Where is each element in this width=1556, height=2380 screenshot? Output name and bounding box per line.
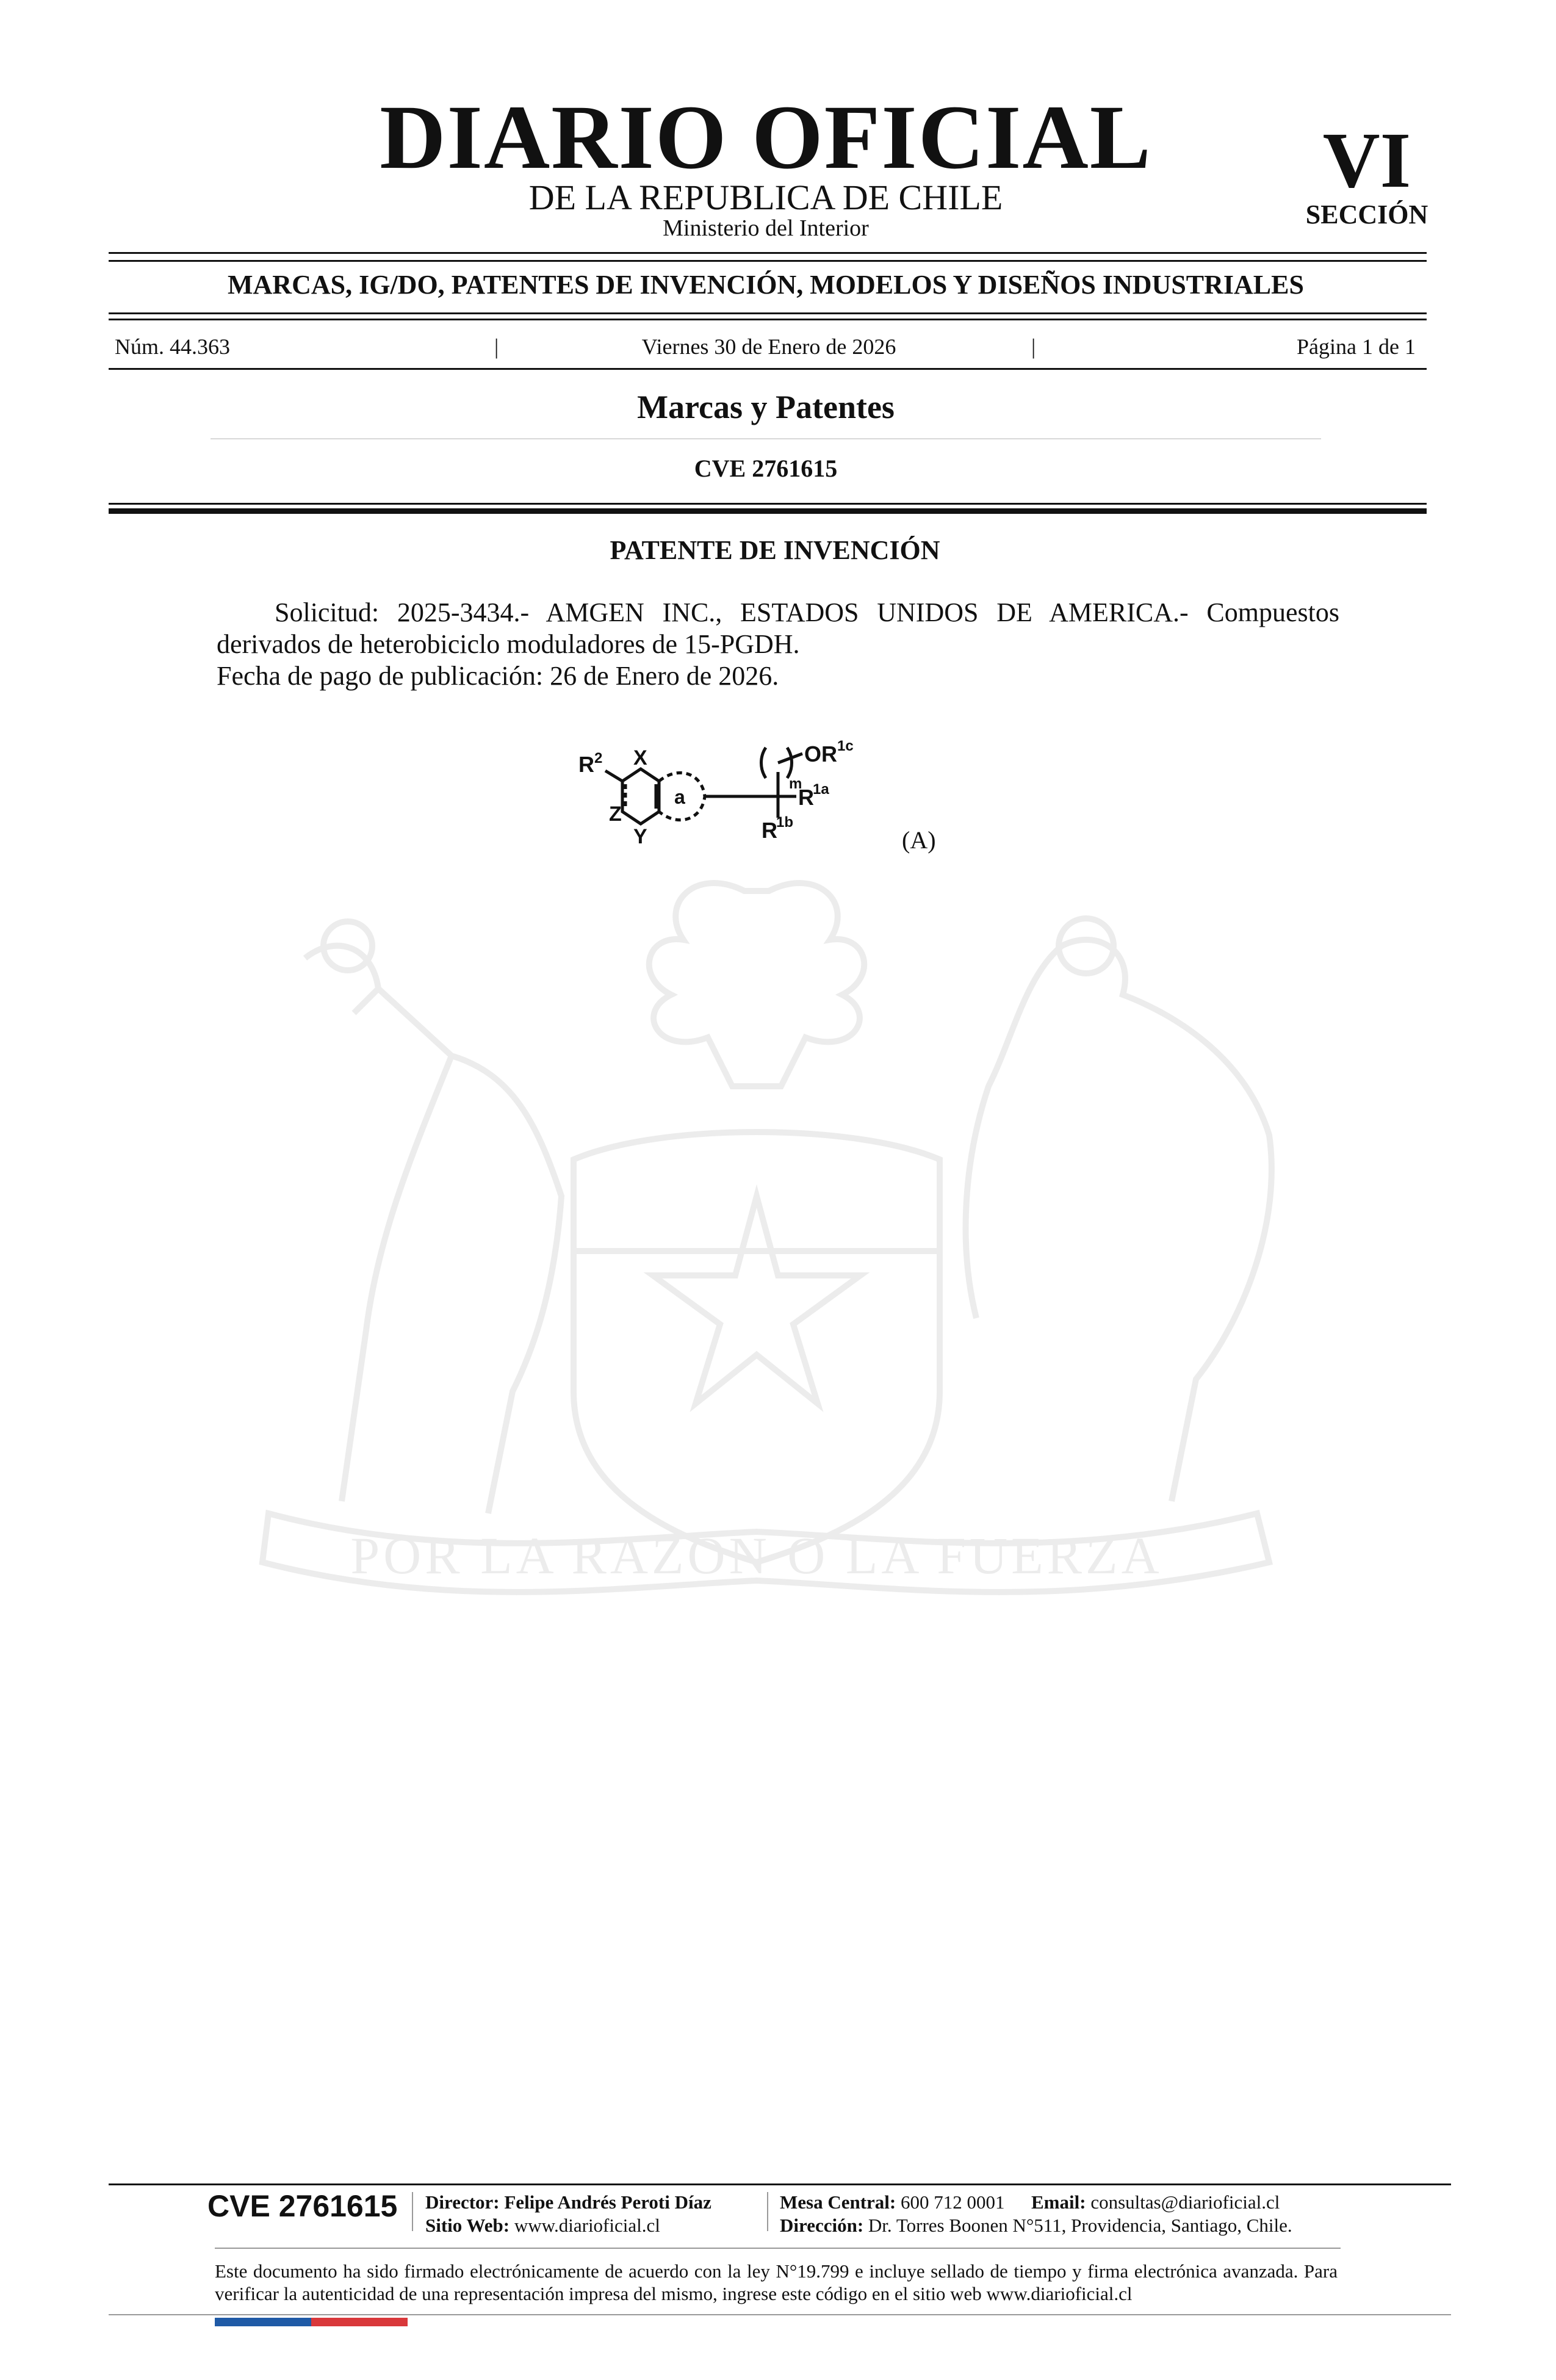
atom-r2-sup: 2	[594, 750, 603, 766]
coat-of-arms-watermark	[195, 854, 1355, 1697]
email-label: Email:	[1031, 2191, 1086, 2213]
footer-divider-left	[412, 2192, 413, 2231]
atom-y: Y	[633, 825, 647, 848]
masthead-title: DIARIO OFICIAL	[380, 87, 1152, 188]
footer-rule-top	[109, 2183, 1451, 2185]
footer-legal-notice: Este documento ha sido firmado electrónicamente de acuerdo con la ley N°19.799 e incluye sellado de tiempo y firma electrónica avanzada. Para verificar la autenticidad de una representación impresa del mismo, ingrese este código en el sitio web www.diarioficial.cl	[215, 2260, 1338, 2304]
formula-label: (A)	[902, 826, 936, 854]
director-name: Felipe Andrés Peroti Díaz	[504, 2191, 711, 2213]
cve-rule-thin	[109, 503, 1427, 505]
section-rule-bottom	[109, 319, 1427, 320]
masthead-rule-bottom	[109, 260, 1427, 262]
masthead-ministry: Ministerio del Interior	[663, 215, 869, 241]
atom-or: OR	[804, 741, 837, 766]
atom-r1b: R	[762, 818, 777, 843]
atom-x: X	[633, 746, 647, 770]
website-link[interactable]: www.diarioficial.cl	[514, 2215, 660, 2236]
atom-m: m	[789, 776, 802, 792]
footer-website	[425, 2214, 660, 2237]
atom-z: Z	[609, 802, 622, 826]
section-number: VI	[1322, 117, 1411, 204]
phone-value: 600 712 0001	[901, 2191, 1005, 2213]
flag-stripe-blue	[215, 2318, 311, 2326]
footer-cve: CVE 2761615	[207, 2189, 398, 2223]
atom-r2: R	[578, 752, 594, 777]
section-label: SECCIÓN	[1305, 200, 1428, 229]
flag-stripe-red	[311, 2318, 408, 2326]
footer-rule-bottom	[109, 2314, 1451, 2315]
footer-contact	[780, 2191, 1280, 2214]
address-value: Dr. Torres Boonen N°511, Providencia, Santiago, Chile.	[868, 2215, 1292, 2236]
footer-divider-right	[767, 2192, 768, 2231]
ring-a-label: a	[674, 786, 685, 808]
issue-page: Página 1 de 1	[1297, 334, 1416, 359]
atom-r1a: R	[798, 785, 814, 810]
issue-number: Núm. 44.363	[115, 334, 230, 359]
email-link[interactable]: consultas@diarioficial.cl	[1090, 2191, 1280, 2213]
document-type: PATENTE DE INVENCIÓN	[610, 535, 940, 565]
meta-rule	[109, 368, 1427, 370]
director-label: Director:	[425, 2191, 500, 2213]
body-paragraph-request: Solicitud: 2025-3434.- AMGEN INC., ESTADOS UNIDOS DE AMERICA.- Compuestos derivados de heterobiciclo moduladores de 15-PGDH.	[217, 597, 1339, 659]
body-paragraph-payment-date: Fecha de pago de publicación: 26 de Enero de 2026.	[217, 661, 779, 691]
footer-rule-middle	[215, 2248, 1341, 2249]
cve-rule-thick	[109, 508, 1427, 514]
page-heading: Marcas y Patentes	[637, 389, 895, 425]
heading-underline	[211, 438, 1321, 439]
section-title: MARCAS, IG/DO, PATENTES DE INVENCIÓN, MODELOS Y DISEÑOS INDUSTRIALES	[228, 270, 1304, 300]
website-label: Sitio Web:	[425, 2215, 510, 2236]
masthead-subtitle: DE LA REPUBLICA DE CHILE	[528, 178, 1003, 217]
motto-text: POR LA RAZON O LA FUERZA	[350, 1526, 1163, 1585]
chemical-formula	[567, 729, 970, 870]
phone-label: Mesa Central:	[780, 2191, 896, 2213]
masthead-rule-top	[109, 252, 1427, 254]
atom-r1b-sup: 1b	[776, 814, 794, 831]
address-label: Dirección:	[780, 2215, 864, 2236]
issue-date: Viernes 30 de Enero de 2026	[641, 334, 896, 359]
footer-address	[780, 2214, 1292, 2237]
issue-separator-right: |	[1031, 334, 1036, 359]
cve-code: CVE 2761615	[694, 455, 838, 482]
section-rule-top	[109, 312, 1427, 314]
atom-r1a-sup: 1a	[813, 781, 829, 798]
issue-separator-left: |	[494, 334, 499, 359]
atom-or-sup: 1c	[837, 738, 854, 754]
footer-director	[425, 2191, 711, 2214]
